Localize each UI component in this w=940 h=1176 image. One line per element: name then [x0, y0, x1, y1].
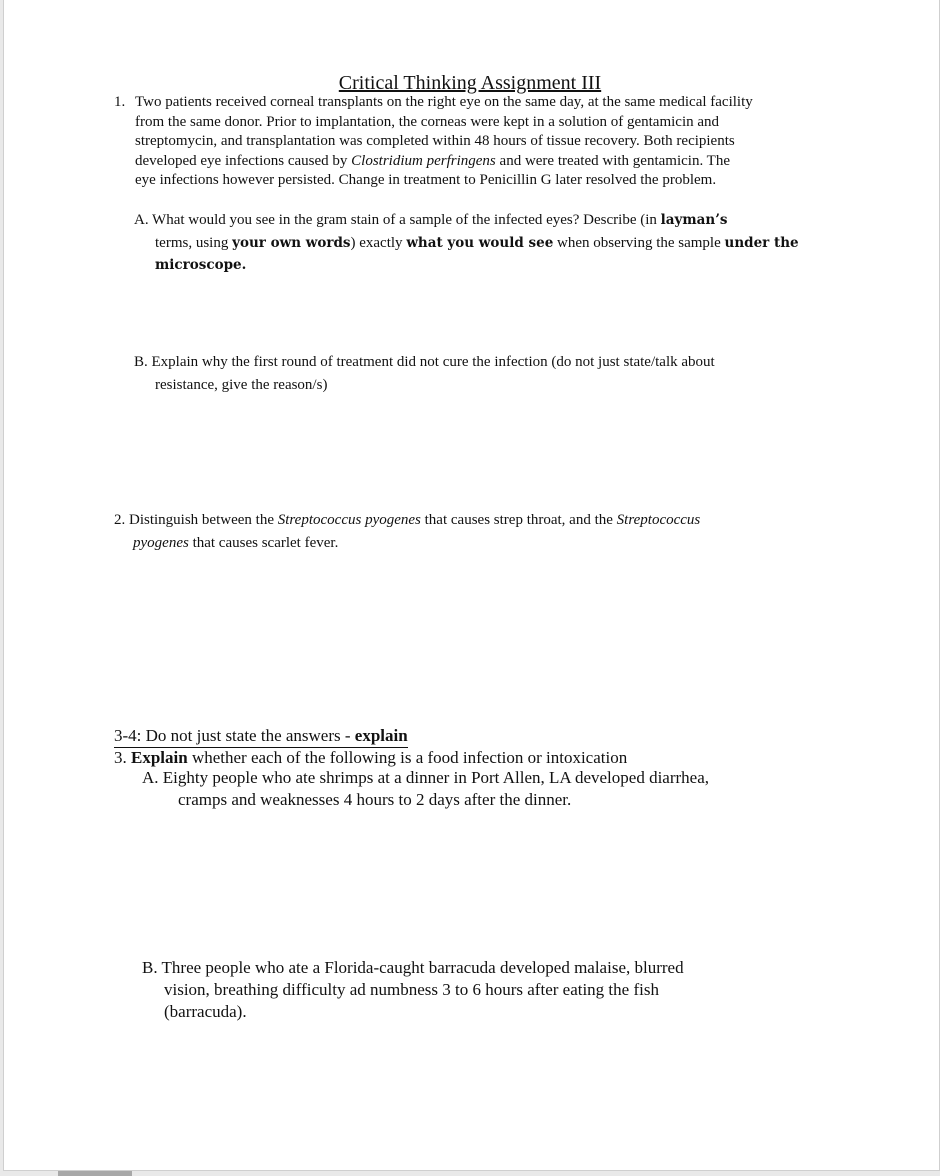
emphasis-explain: Explain	[131, 748, 188, 767]
question-2-text-3: that causes scarlet fever.	[188, 534, 339, 551]
section-3-4-instruction: 3-4: Do not just state the answers -	[114, 726, 355, 745]
organism-name: Streptococcus	[616, 512, 701, 528]
question-1-text	[135, 93, 835, 191]
section-3-4-header	[114, 725, 408, 748]
question-1b-line-1: B. Explain why the first round of treatment did not cure the infection (do not just state/talk about	[134, 354, 715, 370]
question-1-line-5: eye infections however persisted. Change in treatment to Penicillin G later resolved the problem.	[135, 172, 717, 189]
question-1-line-2: from the same donor. Prior to implantation, the corneas were kept in a solution of gentamicin and	[135, 113, 720, 130]
question-1b	[134, 351, 715, 396]
question-1a	[134, 209, 799, 277]
question-1-line-4	[135, 152, 835, 172]
question-2-text: 2. Distinguish between the	[114, 512, 278, 528]
question-1a-text-2: terms, using	[155, 234, 233, 251]
question-1-line-1: Two patients received corneal transplants on the right eye on the same day, at the same medical facility	[135, 94, 753, 110]
horizontal-scrollbar-thumb[interactable]	[58, 1171, 132, 1176]
question-1a-line-1	[134, 209, 799, 232]
question-2	[114, 509, 700, 554]
question-3b-line-1: B. Three people who ate a Florida-caught barracuda developed malaise, blurred	[142, 958, 684, 977]
question-1-line-4b: and were treated with gentamicin. The	[495, 152, 730, 169]
emphasis-what-you-see: what you would see	[406, 234, 554, 251]
question-3b-line-3: (barracuda).	[164, 1002, 247, 1021]
question-2-line-1	[114, 509, 700, 532]
question-1a-text-3: ) exactly	[350, 234, 407, 251]
question-1-line-3: streptomycin, and transplantation was completed within 48 hours of tissue recovery. Both recipients	[135, 133, 735, 150]
question-1b-line-2: resistance, give the reason/s)	[155, 376, 328, 393]
emphasis-explain: explain	[354, 726, 408, 745]
question-2-line-2	[114, 532, 700, 555]
question-1a-text-4: when observing the sample	[553, 234, 725, 251]
question-3a-line-1: A. Eighty people who ate shrimps at a dinner in Port Allen, LA developed diarrhea,	[142, 768, 710, 787]
question-3	[114, 747, 627, 769]
question-2-text-2: that causes strep throat, and the	[420, 512, 617, 528]
emphasis-own-words: your own words	[232, 234, 351, 251]
emphasis-laymans: layman’s	[660, 212, 728, 228]
organism-name: Clostridium perfringens	[351, 152, 496, 169]
question-1a-line-2	[134, 232, 799, 255]
question-3-number: 3.	[114, 748, 131, 767]
emphasis-under-the: under the	[724, 234, 799, 251]
organism-name: Streptococcus pyogenes	[277, 512, 421, 528]
question-1-number: 1.	[114, 94, 126, 110]
question-3a	[142, 767, 709, 811]
question-3a-line-2: cramps and weaknesses 4 hours to 2 days after the dinner.	[178, 790, 572, 809]
question-3-line-1	[114, 747, 627, 769]
question-1a-text: A. What would you see in the gram stain of a sample of the infected eyes? Describe (in	[134, 212, 661, 228]
question-3-text: whether each of the following is a food infection or intoxication	[187, 748, 628, 767]
question-3b	[142, 957, 684, 1023]
emphasis-microscope: microscope.	[155, 257, 247, 273]
organism-name: pyogenes	[133, 534, 189, 551]
question-1-line-4a: developed eye infections caused by	[135, 152, 352, 169]
page-title: Critical Thinking Assignment III	[338, 72, 602, 94]
question-3b-line-2: vision, breathing difficulty ad numbness 3 to 6 hours after eating the fish	[164, 980, 659, 999]
